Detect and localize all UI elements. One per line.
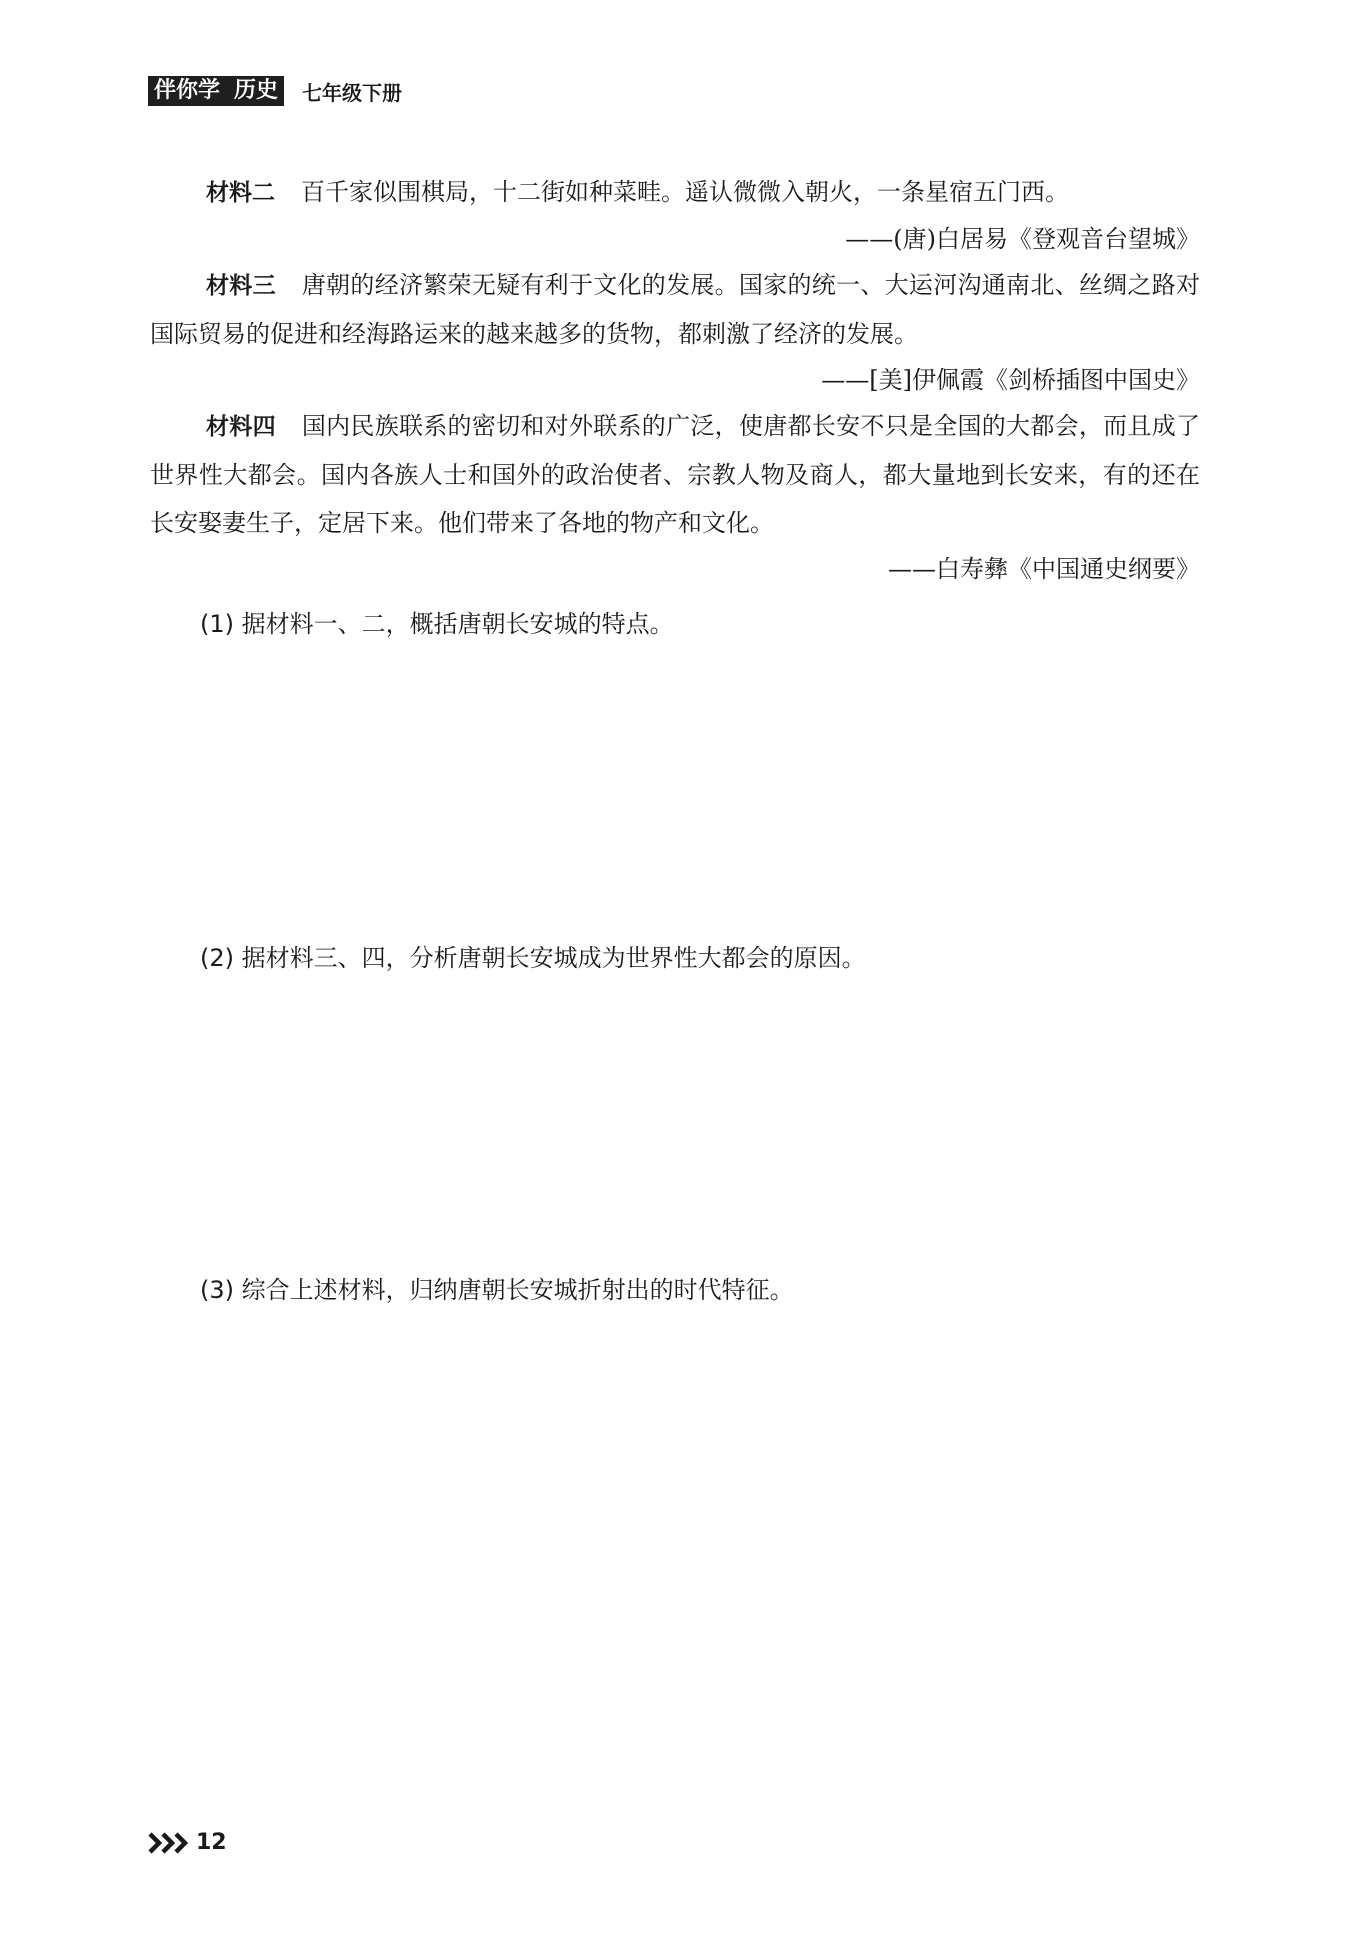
materials-section xyxy=(150,168,1200,591)
book-subject: 历史 xyxy=(234,78,279,103)
material-2-text: 百千家似围棋局，十二街如种菜畦。遥认微微入朝火，一条星宿五门西。 xyxy=(301,178,1069,206)
material-2-label: 材料二 xyxy=(206,180,275,206)
question-1: (1) 据材料一、二，概括唐朝长安城的特点。 xyxy=(200,610,674,638)
material-4-text: 国内民族联系的密切和对外联系的广泛，使唐都长安不只是全国的大都会，而且成了世界性大都会。国内各族人士和国外的政治使者、宗教人物及商人，都大量地到长安来，有的还在长安娶妻生子，定居下来。他们带来了各地的物产和文化。 xyxy=(150,412,1201,537)
question-2: (2) 据材料三、四，分析唐朝长安城成为世界性大都会的原因。 xyxy=(200,944,866,972)
material-3-text: 唐朝的经济繁荣无疑有利于文化的发展。国家的统一、大运河沟通南北、丝绸之路对国际贸易的促进和经海路运来的越来越多的货物，都刺激了经济的发展。 xyxy=(150,271,1201,348)
page-footer xyxy=(148,1830,227,1855)
triple-chevron-right-icon xyxy=(148,1831,190,1855)
page-number: 12 xyxy=(196,1830,227,1855)
material-3-label: 材料三 xyxy=(206,273,276,299)
question-3: (3) 综合上述材料，归纳唐朝长安城折射出的时代特征。 xyxy=(200,1276,794,1304)
material-2-source: ——(唐)白居易《登观音台望城》 xyxy=(845,225,1200,253)
book-grade: 七年级下册 xyxy=(302,80,403,105)
material-2 xyxy=(150,168,1200,217)
material-4 xyxy=(150,402,1200,547)
page-header xyxy=(148,76,402,106)
material-3 xyxy=(150,261,1200,358)
book-badge xyxy=(148,76,284,106)
material-4-source: ——白寿彝《中国通史纲要》 xyxy=(888,555,1200,583)
material-3-source: ——[美]伊佩霞《剑桥插图中国史》 xyxy=(821,366,1200,394)
book-brand: 伴你学 xyxy=(154,78,221,103)
material-4-label: 材料四 xyxy=(206,414,276,440)
